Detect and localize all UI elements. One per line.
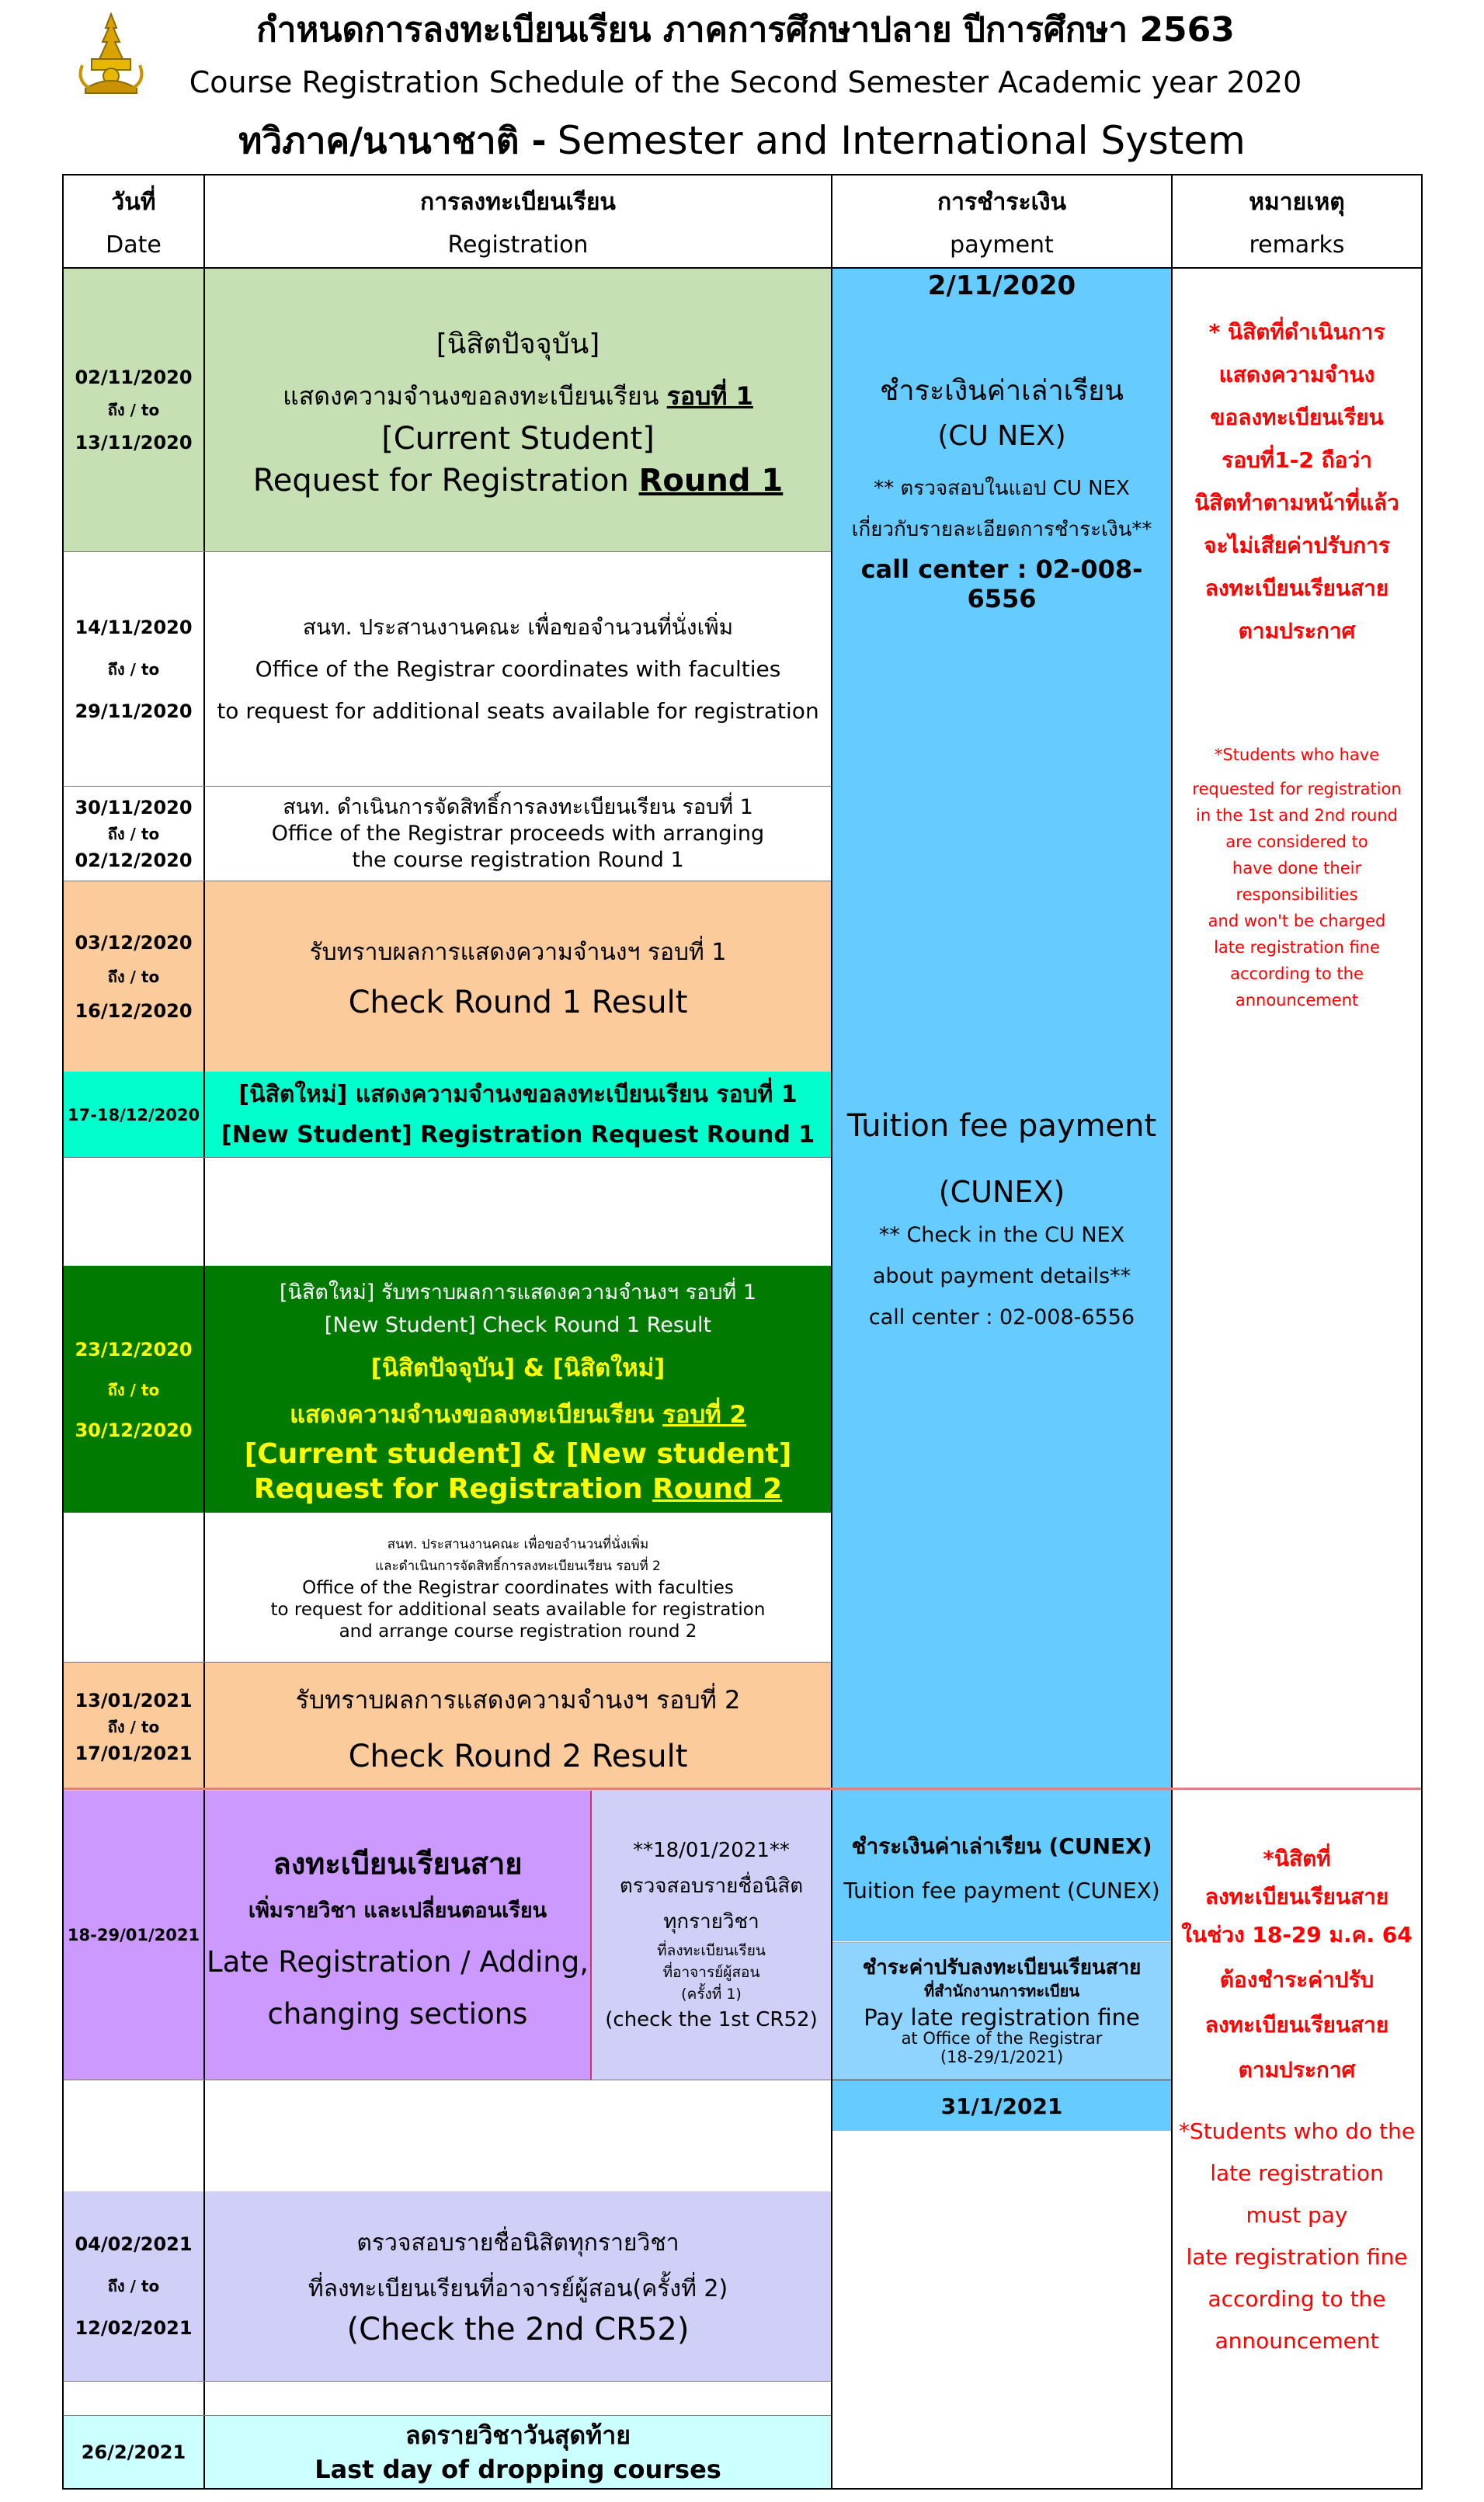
row9-check-line3: ทุกรายวิชา: [663, 1910, 759, 1934]
date-end: 30/12/2020: [75, 1420, 193, 1441]
row-divider: [64, 1662, 831, 1663]
date-start: 13/01/2021: [75, 1690, 193, 1711]
remark-line: late registration: [1210, 2160, 1384, 2186]
date-start: 03/12/2020: [75, 932, 193, 954]
row6-line3: [นิสิตปัจจุบัน] & [นิสิตใหม่]: [370, 1354, 666, 1382]
payment-call-center: call center : 02-008-6556: [860, 554, 1143, 613]
row1-line3: [Current Student]: [381, 421, 655, 457]
system-title: [0, 113, 1484, 168]
payment-fine-line1: ชำระค่าปรับลงทะเบียนเรียนสาย: [862, 1956, 1142, 1979]
row-divider: [64, 786, 831, 787]
payment-fine-line3: Pay late registration fine: [864, 2004, 1140, 2031]
date-end: 13/11/2020: [75, 432, 193, 453]
row1-line4: [253, 463, 783, 499]
row1-line4-text: Request for Registration: [252, 463, 639, 499]
row9-line1: ลงทะเบียนเรียนสาย: [273, 1847, 523, 1881]
row7-line1: สนท. ประสานงานคณะ เพื่อขอจำนวนที่นั่งเพิ่ม: [387, 1537, 649, 1552]
remark-line: ตามประกาศ: [1238, 2057, 1356, 2083]
remark-line: *Students who do the: [1178, 2118, 1416, 2144]
row5-registration: [205, 1073, 831, 1157]
row6-line6: [254, 1473, 782, 1505]
row6-line4: [290, 1395, 746, 1433]
header-remarks-thai: หมายเหตุ: [1249, 189, 1345, 216]
remarks-block-thai-2: [1173, 1809, 1421, 2120]
row8-registration: [205, 1663, 831, 1791]
row1-line2: [283, 377, 753, 416]
header-remarks-english: remarks: [1249, 231, 1345, 259]
remarks-block-english-2: [1173, 2112, 1421, 2361]
row1-line2-text: แสดงความจำนงขอลงทะเบียนเรียน: [283, 381, 667, 411]
row3-line2: Office of the Registrar proceeds with arranging: [271, 822, 765, 846]
header-date-thai: วันที่: [111, 189, 156, 216]
remark-line: จะไม่เสียค่าปรับการ: [1204, 533, 1390, 558]
payment-start-date: 2/11/2020: [927, 270, 1076, 301]
date-separator: ถึง / to: [107, 1718, 160, 1736]
row4-line2: Check Round 1 Result: [348, 984, 688, 1020]
row9-check-line5: ที่อาจารย์ผู้สอน: [662, 1964, 760, 1981]
row10-line3: (Check the 2nd CR52): [346, 2312, 690, 2347]
date-start: 30/11/2020: [75, 797, 193, 818]
payment-en-line4: about payment details**: [872, 1263, 1131, 1288]
row4-date: [64, 882, 203, 1072]
row1-registration: [205, 269, 831, 551]
payment-en-line1: Tuition fee payment: [846, 1107, 1157, 1144]
table-border: [62, 2488, 1423, 2490]
remark-line: ลงทะเบียนเรียนสาย: [1204, 1884, 1389, 1910]
row9-check-line6: (ครั้งที่ 1): [681, 1986, 742, 2003]
remark-line: late registration fine: [1214, 938, 1380, 957]
system-title-thai: ทวิภาค/นานาชาติ -: [238, 119, 547, 162]
date-single: 26/2/2021: [81, 2441, 186, 2463]
remark-line: announcement: [1235, 991, 1359, 1009]
row11-registration: [205, 2417, 831, 2488]
row11-date: [64, 2417, 203, 2488]
row7-registration: [205, 1514, 831, 1662]
row6-line1: [นิสิตใหม่] รับทราบผลการแสดงความจำนงฯ รอบที่ 1: [279, 1281, 757, 1305]
remark-line: ตามประกาศ: [1238, 618, 1356, 644]
row10-date: [64, 2191, 203, 2381]
remark-line: according to the: [1230, 964, 1364, 983]
row1-round-en: Round 1: [638, 463, 784, 499]
row9-check-line2: ตรวจสอบรายชื่อนิสิต: [619, 1875, 804, 1898]
payment-line3: ** ตรวจสอบในแอป CU NEX: [874, 477, 1130, 500]
row2-line2: Office of the Registrar coordinates with faculties: [255, 656, 781, 682]
remark-line: requested for registration: [1192, 780, 1402, 798]
date-end: 16/12/2020: [75, 1000, 193, 1022]
date-separator: ถึง / to: [107, 1381, 160, 1399]
row8-line2: Check Round 2 Result: [348, 1738, 688, 1774]
row5-line1: [นิสิตใหม่] แสดงความจำนงขอลงทะเบียนเรียน รอบที่ 1: [238, 1081, 798, 1108]
date-start: 04/02/2021: [75, 2233, 193, 2255]
row6-date: [64, 1267, 203, 1513]
remark-line: are considered to: [1225, 832, 1368, 851]
header-registration-english: Registration: [447, 231, 589, 259]
date-separator: ถึง / to: [107, 660, 160, 679]
row9-date: [64, 1791, 203, 2080]
row8-line1: รับทราบผลการแสดงความจำนงฯ รอบที่ 2: [295, 1684, 741, 1715]
row4-registration: [205, 882, 831, 1072]
date-start: 23/12/2020: [75, 1339, 193, 1360]
row7-line3: Office of the Registrar coordinates with faculties: [302, 1578, 734, 1598]
row3-line3: the course registration Round 1: [352, 848, 684, 872]
remark-line: late registration fine: [1186, 2244, 1408, 2270]
row3-line1: สนท. ดำเนินการจัดสิทธิ์การลงทะเบียนเรียน รอบที่ 1: [283, 795, 753, 819]
title-english: Course Registration Schedule of the Second Semester Academic year 2020: [189, 65, 1302, 99]
row2-line1: สนท. ประสานงานคณะ เพื่อขอจำนวนที่นั่งเพิ่ม: [302, 614, 734, 640]
remark-line: ขอลงทะเบียนเรียน: [1210, 405, 1384, 430]
row1-date: [64, 269, 203, 551]
row4-line1: รับทราบผลการแสดงความจำนงฯ รอบที่ 1: [309, 938, 727, 966]
header-date-english: Date: [106, 231, 162, 259]
payment-block-thai: [832, 367, 1171, 615]
payment-en-line3: ** Check in the CU NEX: [878, 1222, 1125, 1247]
date-end: 29/11/2020: [75, 700, 193, 722]
remark-line: ลงทะเบียนเรียนสาย: [1204, 575, 1389, 601]
row7-line5: and arrange course registration round 2: [339, 1621, 697, 1642]
chula-emblem-icon: [68, 11, 154, 96]
row6-line4-text: แสดงความจำนงขอลงทะเบียนเรียน: [290, 1401, 663, 1429]
row1-line1: [นิสิตปัจจุบัน]: [436, 328, 600, 360]
date-single: 17-18/12/2020: [67, 1106, 200, 1124]
payment-fine-line2: ที่สำนักงานการทะเบียน: [924, 1982, 1079, 2000]
remark-line: รอบที่1-2 ถือว่า: [1222, 447, 1372, 473]
row-divider: [64, 2381, 831, 2382]
row5-date: [64, 1073, 203, 1157]
payment-late-line1: ชำระเงินค่าเล่าเรียน (CUNEX): [851, 1833, 1152, 1859]
header-payment: [832, 175, 1171, 267]
row-divider: [64, 2415, 831, 2416]
row9-registration: [205, 1791, 590, 2080]
row9-line2: เพิ่มรายวิชา และเปลี่ยนตอนเรียน: [248, 1899, 547, 1923]
system-title-english: Semester and International System: [557, 118, 1246, 163]
row11-line1: ลดรายวิชาวันสุดท้าย: [405, 2420, 631, 2450]
remark-line: ลงทะเบียนเรียนสาย: [1204, 2012, 1389, 2038]
row9-line4: changing sections: [267, 1997, 528, 2031]
remark-line: *Students who have: [1214, 745, 1380, 764]
row3-date: [64, 787, 203, 881]
row9-check-line7: (check the 1st CR52): [605, 2008, 818, 2031]
row3-registration: [205, 787, 831, 881]
payment-late-line2: Tuition fee payment (CUNEX): [843, 1877, 1160, 1903]
payment-en-call-center: call center : 02-008-6556: [868, 1305, 1135, 1329]
payment-line1: ชำระเงินค่าเล่าเรียน: [879, 375, 1124, 407]
header-date: [64, 175, 203, 267]
remark-line: and won't be charged: [1208, 912, 1386, 930]
date-end: 12/02/2021: [75, 2317, 193, 2339]
row10-line1: ตรวจสอบรายชื่อนิสิตทุกรายวิชา: [356, 2229, 679, 2257]
header-payment-english: payment: [950, 231, 1054, 259]
remark-line: ในช่วง 18-29 ม.ค. 64: [1181, 1922, 1413, 1948]
remark-line: announcement: [1215, 2328, 1379, 2354]
payment-en-line2: (CUNEX): [938, 1174, 1065, 1209]
row6-round: รอบที่ 2: [662, 1401, 746, 1429]
row9-check: [592, 1791, 831, 2080]
row5-line2: [New Student] Registration Request Round 1: [221, 1121, 815, 1148]
payment-fine-line4: at Office of the Registrar: [901, 2029, 1103, 2048]
row10-registration: [205, 2191, 831, 2381]
remark-line: แสดงความจำนง: [1218, 362, 1375, 387]
remark-line: นิสิตทำตามหน้าที่แล้ว: [1194, 490, 1399, 516]
table-border: [1421, 174, 1423, 2490]
row6-registration: [205, 1267, 831, 1513]
date-separator: ถึง / to: [107, 825, 160, 843]
remarks-block-thai-1: [1173, 303, 1421, 660]
remark-line: responsibilities: [1236, 885, 1358, 904]
row10-line2: ที่ลงทะเบียนเรียนที่อาจารย์ผู้สอน(ครั้งที่ 2): [308, 2275, 728, 2302]
remark-line: according to the: [1208, 2286, 1386, 2312]
remark-line: in the 1st and 2nd round: [1196, 806, 1398, 825]
row6-round-en: Round 2: [652, 1473, 783, 1505]
header-payment-thai: การชำระเงิน: [937, 189, 1066, 216]
row1-round: รอบที่ 1: [666, 381, 753, 411]
row-divider: [64, 1157, 831, 1158]
date-separator: ถึง / to: [107, 2277, 160, 2295]
row-divider: [64, 551, 831, 552]
cell-divider: [832, 1941, 1171, 1942]
payment-block-english: [832, 1082, 1171, 1354]
payment-line4: เกี่ยวกับรายละเอียดการชำระเงิน**: [851, 518, 1152, 541]
date-single: 18-29/01/2021: [67, 1926, 200, 1944]
row8-date: [64, 1663, 203, 1791]
payment-late-block: [832, 1791, 1171, 1941]
payment-line2: (CU NEX): [937, 420, 1066, 452]
remark-line: ต้องชำระค่าปรับ: [1219, 1967, 1375, 1993]
row6-line5: [Current student] & [New student]: [244, 1438, 792, 1470]
row11-line2: Last day of dropping courses: [315, 2455, 721, 2484]
row9-line3: Late Registration / Adding,: [206, 1945, 589, 1979]
header-registration: [205, 175, 831, 267]
row9-check-line4: ที่ลงทะเบียนเรียน: [657, 1942, 766, 1959]
date-end: 02/12/2020: [75, 850, 193, 871]
date-separator: ถึง / to: [107, 401, 160, 419]
title-thai: กำหนดการลงทะเบียนเรียน ภาคการศึกษาปลาย ปีการศึกษา 2563: [256, 10, 1235, 50]
row2-line3: to request for additional seats available for registration: [217, 698, 819, 724]
row2-date: [64, 553, 203, 786]
date-start: 14/11/2020: [75, 617, 193, 638]
payment-fine-line5: (18-29/1/2021): [940, 2048, 1064, 2066]
header-registration-thai: การลงทะเบียนเรียน: [420, 189, 616, 216]
remark-line: have done their: [1232, 859, 1362, 877]
row9-check-line1: **18/01/2021**: [633, 1839, 790, 1862]
row7-line4: to request for additional seats available for registration: [270, 1600, 766, 1620]
header-remarks: [1173, 175, 1421, 267]
date-separator: ถึง / to: [107, 968, 160, 986]
remark-line: *นิสิตที่: [1263, 1846, 1331, 1871]
remark-line: * นิสิตที่ดำเนินการ: [1208, 319, 1385, 345]
payment-end-date: 31/1/2021: [940, 2093, 1063, 2119]
date-end: 17/01/2021: [75, 1743, 193, 1764]
row6-line6-text: Request for Registration: [253, 1473, 653, 1505]
row2-registration: [205, 553, 831, 786]
remarks-block-english-1: [1173, 730, 1421, 1025]
payment-fine-block: [832, 1943, 1171, 2080]
date-start: 02/11/2020: [75, 367, 193, 388]
row6-line2: [New Student] Check Round 1 Result: [324, 1313, 712, 1337]
row7-line2: และดำเนินการจัดสิทธิ์การลงทะเบียนเรียน รอบที่ 2: [375, 1559, 661, 1574]
remark-line: must pay: [1246, 2202, 1348, 2228]
